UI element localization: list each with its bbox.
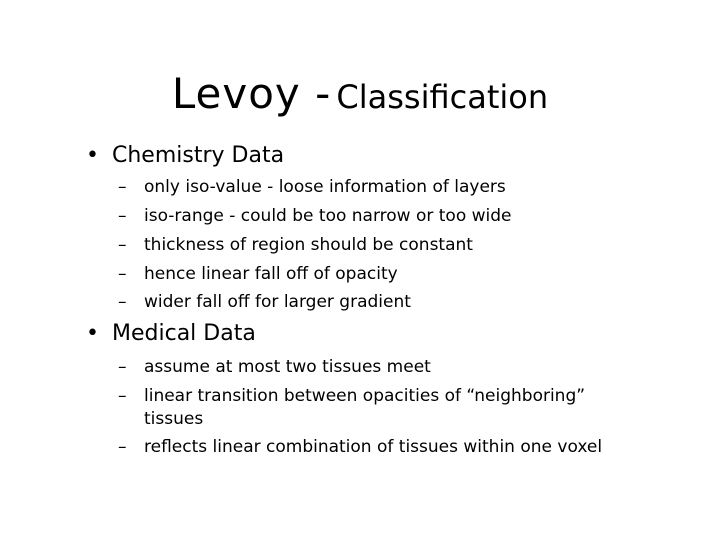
list-item-text: hence linear fall off of opacity bbox=[144, 264, 398, 284]
bullet-icon: • bbox=[86, 143, 99, 168]
dash-bullet-icon: – bbox=[118, 292, 127, 312]
list-item-text: only iso-value - loose information of layers bbox=[144, 177, 506, 197]
list-item-text: thickness of region should be constant bbox=[144, 235, 473, 255]
list-item-text: linear transition between opacities of “neighboring” bbox=[144, 386, 586, 406]
dash-bullet-icon: – bbox=[118, 177, 127, 197]
dash-bullet-icon: – bbox=[118, 206, 127, 226]
list-item-text: wider fall off for larger gradient bbox=[144, 292, 411, 312]
dash-bullet-icon: – bbox=[118, 264, 127, 284]
dash-bullet-icon: – bbox=[118, 235, 127, 255]
dash-bullet-icon: – bbox=[118, 357, 127, 377]
bullet-chemistry-data bbox=[86, 142, 284, 170]
section-heading: Chemistry Data bbox=[112, 143, 285, 168]
list-item-text: assume at most two tissues meet bbox=[144, 357, 431, 377]
bullet-medical-data bbox=[86, 320, 256, 348]
list-item-text: iso-range - could be too narrow or too wide bbox=[144, 206, 512, 226]
list-item-text: reflects linear combination of tissues within one voxel bbox=[144, 437, 603, 457]
dash-bullet-icon: – bbox=[118, 437, 127, 457]
dash-bullet-icon: – bbox=[118, 386, 127, 406]
title-subtitle: Classification bbox=[336, 78, 549, 116]
list-item-continuation: tissues bbox=[144, 409, 204, 429]
slide-title bbox=[0, 66, 720, 131]
title-main: Levoy - bbox=[171, 69, 332, 118]
bullet-icon: • bbox=[86, 321, 99, 346]
section-heading: Medical Data bbox=[112, 321, 256, 346]
